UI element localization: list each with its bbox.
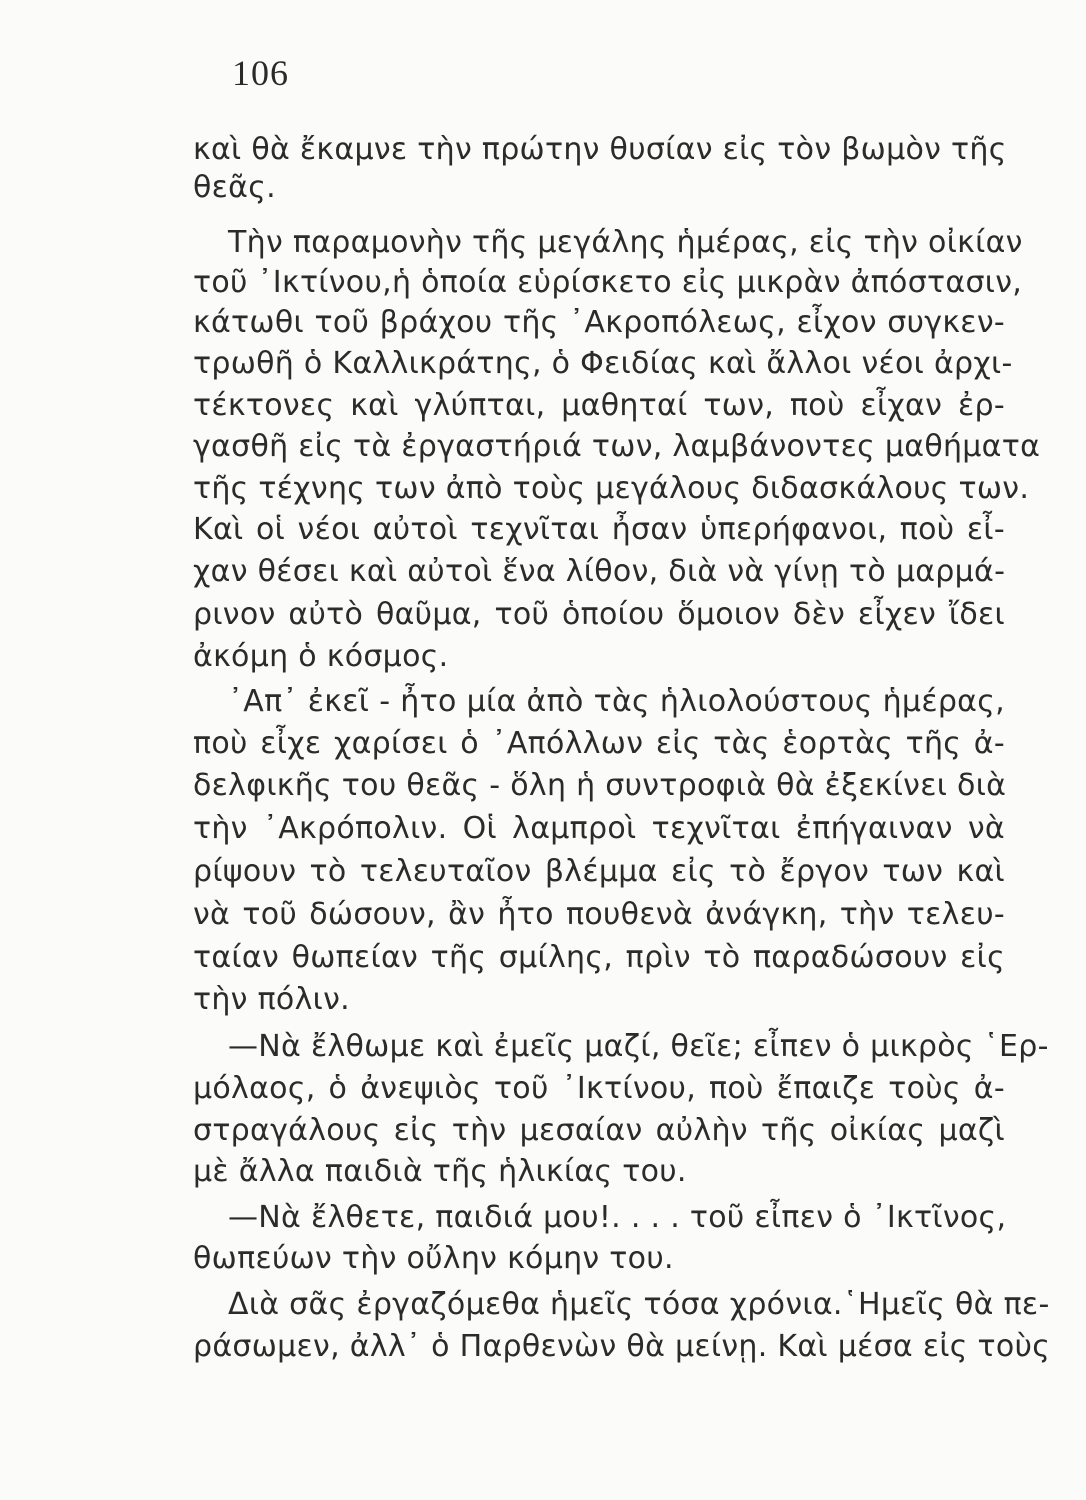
- text-line: τοῦ ᾿Ικτίνου,ἡ ὁποία εὑρίσκετο εἰς μικρὰν ἀπόστασιν,: [193, 265, 1023, 300]
- text-line: ἀκόμη ὁ κόσμος.: [193, 639, 449, 674]
- text-line: —Νὰ ἔλθωμε καὶ ἐμεῖς μαζί, θεῖε; εἶπεν ὁ μικρὸς ῾Ερ-: [228, 1029, 1049, 1064]
- text-line: μόλαος, ὁ ἀνεψιὸς τοῦ ᾿Ικτίνου, ποὺ ἔπαιζε τοὺς ἀ-: [193, 1071, 1005, 1106]
- text-line: γασθῆ εἰς τὰ ἐργαστήριά των, λαμβάνοντες μαθήματα: [193, 429, 1041, 464]
- text-line: ρίψουν τὸ τελευταῖον βλέμμα εἰς τὸ ἔργον των καὶ: [193, 854, 1005, 889]
- text-line: ᾿Απ᾿ ἐκεῖ - ἦτο μία ἀπὸ τὰς ἡλιολούστους ἡμέρας,: [228, 684, 1005, 719]
- text-line: κάτωθι τοῦ βράχου τῆς ᾿Ακροπόλεως, εἶχον συγκεν-: [193, 305, 1005, 340]
- text-line: ποὺ εἶχε χαρίσει ὁ ᾿Απόλλων εἰς τὰς ἑορτὰς τῆς ἀ-: [193, 726, 1005, 761]
- text-line: ράσωμεν, ἀλλ᾿ ὁ Παρθενὼν θὰ μείνῃ. Καὶ μέσα εἰς τοὺς: [193, 1329, 1051, 1364]
- text-line: καὶ θὰ ἔκαμνε τὴν πρώτην θυσίαν εἰς τὸν βωμὸν τῆς: [193, 132, 1007, 167]
- text-line: θωπεύων τὴν οὔλην κόμην του.: [193, 1241, 674, 1276]
- text-line: Καὶ οἱ νέοι αὐτοὶ τεχνῖται ἦσαν ὑπερήφανοι, ποὺ εἶ-: [193, 512, 1005, 547]
- text-line: —Νὰ ἔλθετε, παιδιά μου!. . . . τοῦ εἶπεν ὁ ᾿Ικτῖνος,: [228, 1200, 1007, 1235]
- text-line: θεᾶς.: [193, 170, 276, 205]
- text-line: τέκτονες καὶ γλύπται, μαθηταί των, ποὺ εἶχαν ἐρ-: [193, 388, 1005, 423]
- text-line: στραγάλους εἰς τὴν μεσαίαν αὐλὴν τῆς οἰκίας μαζὶ: [193, 1113, 1005, 1148]
- text-line: δελφικῆς του θεᾶς - ὅλη ἡ συντροφιὰ θὰ ἐξεκίνει διὰ: [193, 768, 1007, 803]
- text-line: τὴν ᾿Ακρόπολιν. Οἱ λαμπροὶ τεχνῖται ἐπήγαιναν νὰ: [193, 811, 1005, 846]
- text-line: Διὰ σᾶς ἐργαζόμεθα ἡμεῖς τόσα χρόνια.῾Ημεῖς θὰ πε-: [228, 1287, 1050, 1322]
- text-line: νὰ τοῦ δώσουν, ἂν ἦτο πουθενὰ ἀνάγκη, τὴν τελευ-: [193, 897, 1005, 932]
- text-line: ρινον αὐτὸ θαῦμα, τοῦ ὁποίου ὅμοιον δὲν εἶχεν ἴδει: [193, 597, 1005, 632]
- page-number: 106: [232, 53, 289, 93]
- text-line: ταίαν θωπείαν τῆς σμίλης, πρὶν τὸ παραδώσουν εἰς: [193, 940, 1005, 975]
- text-line: τρωθῆ ὁ Καλλικράτης, ὁ Φειδίας καὶ ἄλλοι νέοι ἀρχι-: [193, 346, 1013, 381]
- text-line: τὴν πόλιν.: [193, 982, 350, 1017]
- text-line: Τὴν παραμονὴν τῆς μεγάλης ἡμέρας, εἰς τὴν οἰκίαν: [228, 225, 1023, 260]
- text-line: χαν θέσει καὶ αὐτοὶ ἕνα λίθον, διὰ νὰ γίνῃ τὸ μαρμά-: [193, 554, 1006, 589]
- text-line: μὲ ἄλλα παιδιὰ τῆς ἡλικίας του.: [193, 1154, 687, 1189]
- text-line: τῆς τέχνης των ἀπὸ τοὺς μεγάλους διδασκάλους των.: [193, 471, 1030, 506]
